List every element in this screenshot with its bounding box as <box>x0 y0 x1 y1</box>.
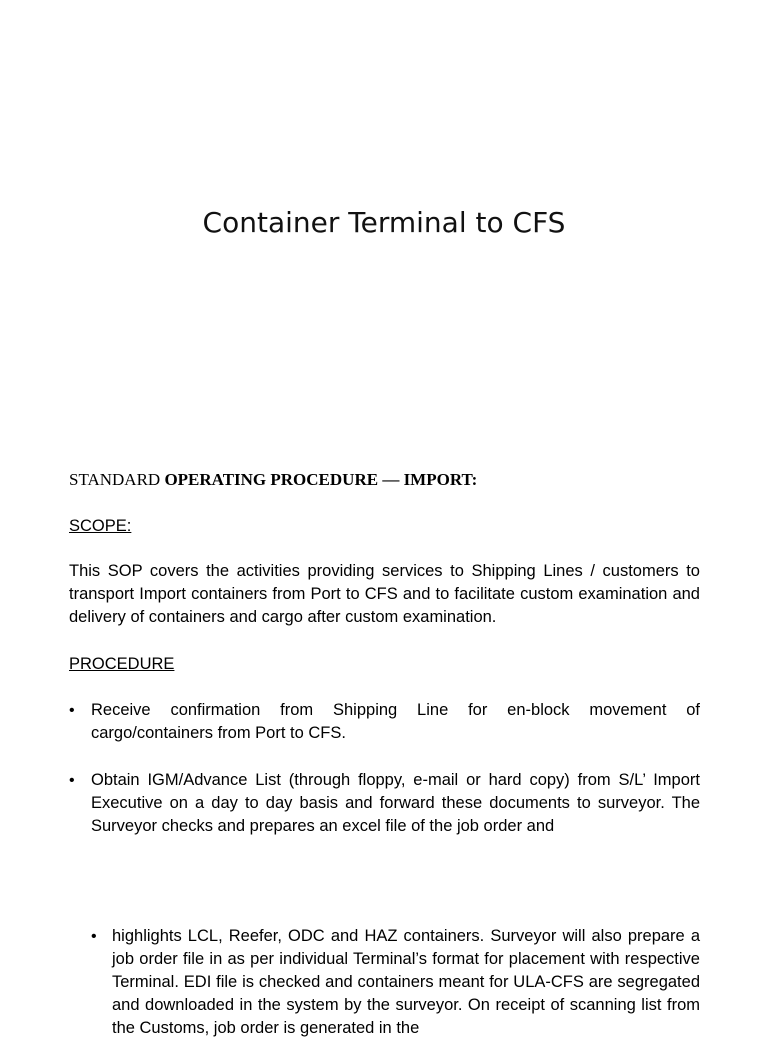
bullet-marker: • <box>69 772 75 789</box>
procedure-bullet-1-text: Receive confirmation from Shipping Line for en-block movement of cargo/containers from Port to CFS. <box>91 701 700 742</box>
bullet-marker: • <box>69 702 75 719</box>
sop-heading <box>69 469 477 491</box>
sop-heading-bold: OPERATING PROCEDURE — IMPORT: <box>164 470 478 489</box>
procedure-sub-bullet-1-text: highlights LCL, Reefer, ODC and HAZ containers. Surveyor will also prepare a job order file in as per individual Terminal’s format for placement with respective Terminal. EDI file is checked and containers meant for ULA-CFS are segregated and downloaded in the system by the surveyor. On receipt of scanning list from the Customs, job order is generated in the <box>112 927 700 1037</box>
scope-paragraph: This SOP covers the activities providing services to Shipping Lines / customers to transport Import containers from Port to CFS and to facilitate custom examination and delivery of containers and cargo after custom examination. <box>69 562 700 626</box>
document-title: Container Terminal to CFS <box>202 206 566 239</box>
scope-label: SCOPE: <box>69 517 132 535</box>
sop-heading-prefix: STANDARD <box>69 470 165 489</box>
procedure-bullet-2-text: Obtain IGM/Advance List (through floppy, e-mail or hard copy) from S/L’ Import Executive on a day to day basis and forward these documents to surveyor. The Surveyor checks and prepares an excel file of the job order and <box>91 771 700 835</box>
bullet-marker: • <box>91 928 97 945</box>
procedure-label: PROCEDURE <box>69 655 175 673</box>
